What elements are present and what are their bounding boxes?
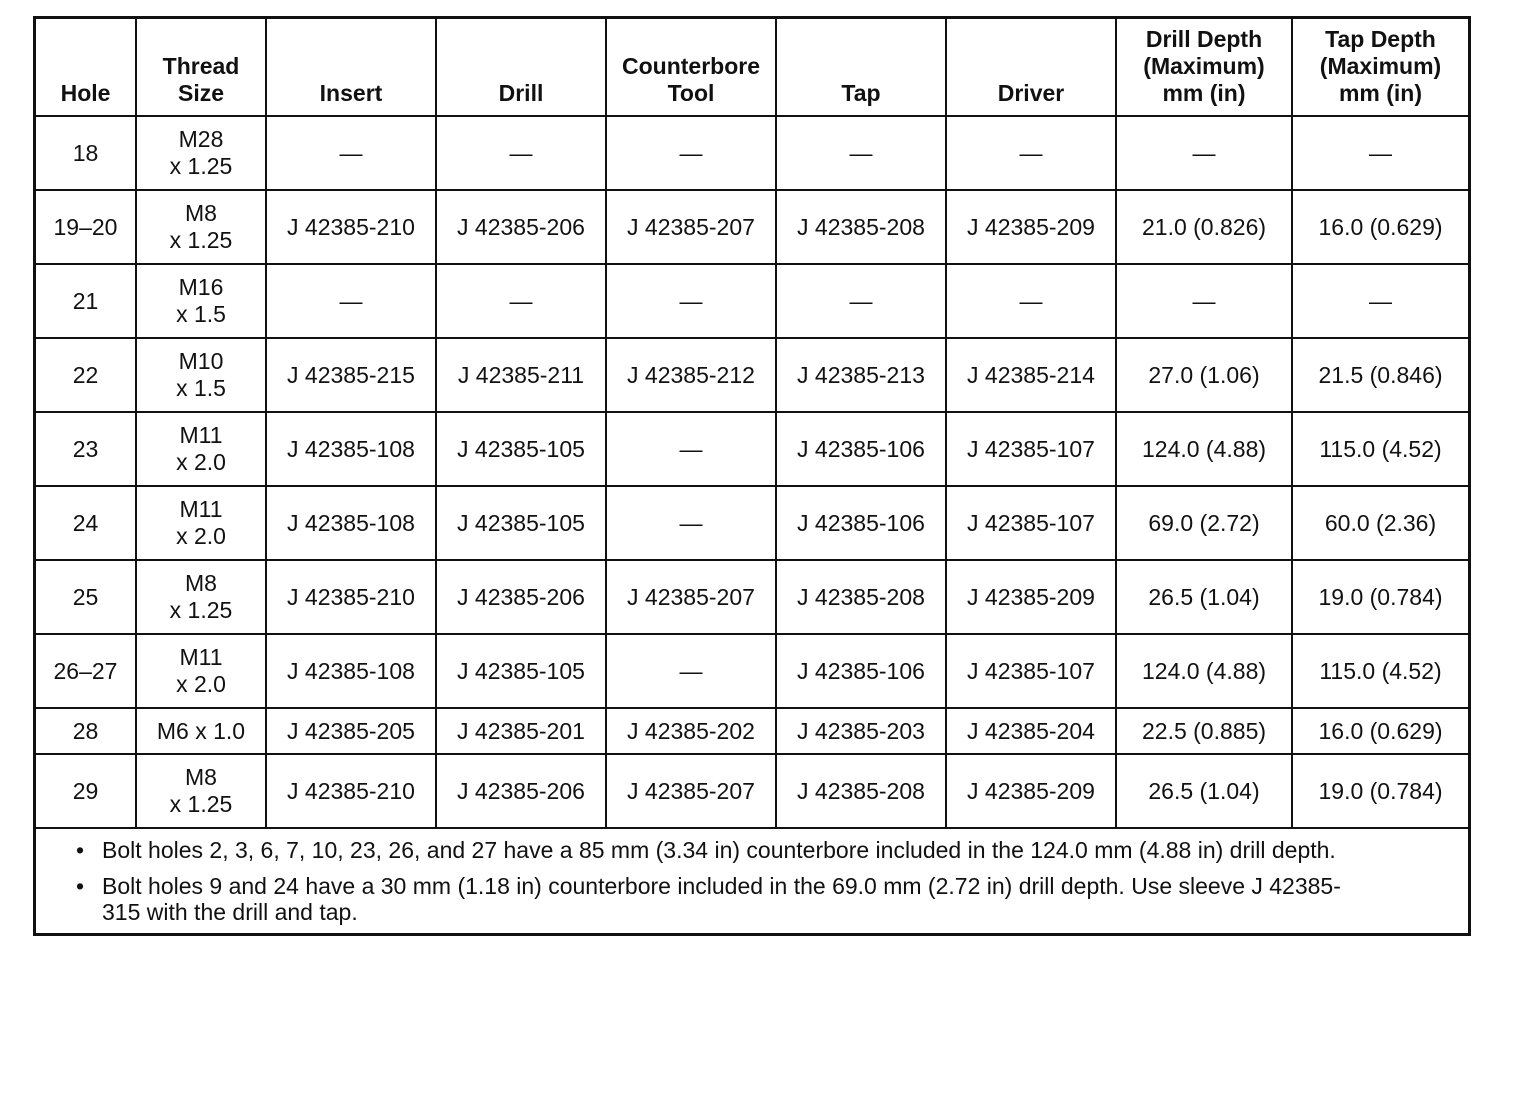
cell-drill: — — [436, 264, 606, 338]
thread-size-line: M8 — [185, 200, 217, 226]
thread-size-line: M10 — [178, 348, 224, 374]
bullet-icon: • — [76, 837, 85, 863]
cell-drill: J 42385-206 — [436, 754, 606, 828]
cell-hole: 29 — [36, 754, 136, 828]
cell-tap: — — [776, 264, 946, 338]
cell-drill: J 42385-206 — [436, 190, 606, 264]
cell-tap: J 42385-203 — [776, 708, 946, 754]
column-header-tap-depth — [1292, 19, 1468, 116]
cell-thread — [136, 338, 266, 412]
header-row — [36, 19, 1468, 116]
cell-drill-depth: 26.5 (1.04) — [1116, 560, 1292, 634]
table-row — [36, 190, 1468, 264]
cell-drill: J 42385-105 — [436, 634, 606, 708]
cell-insert: J 42385-205 — [266, 708, 436, 754]
cell-thread — [136, 560, 266, 634]
cell-drill-depth: 124.0 (4.88) — [1116, 634, 1292, 708]
cell-driver: J 42385-204 — [946, 708, 1116, 754]
column-header-line: Hole — [60, 80, 111, 106]
thread-size-line: M11 — [179, 644, 223, 670]
cell-counterbore: — — [606, 116, 776, 190]
cell-drill-depth: 21.0 (0.826) — [1116, 190, 1292, 264]
cell-counterbore: J 42385-202 — [606, 708, 776, 754]
cell-tap-depth: 19.0 (0.784) — [1292, 560, 1468, 634]
table-row — [36, 412, 1468, 486]
cell-tap-depth: 19.0 (0.784) — [1292, 754, 1468, 828]
cell-thread — [136, 754, 266, 828]
table-row — [36, 338, 1468, 412]
thread-size-line: M11 — [179, 496, 223, 522]
column-header-drill — [436, 19, 606, 116]
cell-thread — [136, 486, 266, 560]
column-header-counterbore-tool — [606, 19, 776, 116]
cell-thread — [136, 190, 266, 264]
thread-size-line: M6 x 1.0 — [156, 717, 246, 744]
cell-driver: J 42385-107 — [946, 486, 1116, 560]
cell-insert: J 42385-108 — [266, 634, 436, 708]
cell-hole: 18 — [36, 116, 136, 190]
cell-insert: — — [266, 264, 436, 338]
column-header-line: Counterbore — [622, 53, 760, 79]
cell-tap-depth: 21.5 (0.846) — [1292, 338, 1468, 412]
cell-counterbore: — — [606, 412, 776, 486]
cell-tap: J 42385-106 — [776, 634, 946, 708]
cell-tap: — — [776, 116, 946, 190]
column-header-line: Thread — [162, 53, 240, 79]
cell-tap: J 42385-208 — [776, 560, 946, 634]
thread-size-line: x 1.25 — [169, 597, 233, 623]
cell-hole: 28 — [36, 708, 136, 754]
column-header-line: Tool — [667, 80, 715, 106]
cell-drill-depth: 22.5 (0.885) — [1116, 708, 1292, 754]
note-text: Bolt holes 2, 3, 6, 7, 10, 23, 26, and 27 have a 85 mm (3.34 in) counterbore included in the 124.0 mm (4.88 in) drill depth. — [102, 837, 1336, 863]
table-row — [36, 754, 1468, 828]
cell-driver: J 42385-209 — [946, 560, 1116, 634]
cell-insert: J 42385-210 — [266, 754, 436, 828]
column-header-line: Driver — [997, 80, 1065, 106]
column-header-line: (Maximum) — [1143, 53, 1265, 79]
cell-counterbore: — — [606, 264, 776, 338]
thread-size-line: x 1.25 — [169, 791, 233, 817]
cell-tap: J 42385-106 — [776, 412, 946, 486]
cell-hole: 25 — [36, 560, 136, 634]
thread-size-line: x 1.25 — [169, 227, 233, 253]
cell-tap: J 42385-106 — [776, 486, 946, 560]
cell-insert: J 42385-215 — [266, 338, 436, 412]
cell-driver: J 42385-107 — [946, 412, 1116, 486]
cell-tap: J 42385-213 — [776, 338, 946, 412]
cell-tap: J 42385-208 — [776, 190, 946, 264]
thread-size-line: M8 — [185, 570, 217, 596]
cell-driver: J 42385-209 — [946, 190, 1116, 264]
table-row — [36, 560, 1468, 634]
cell-tap-depth: — — [1292, 264, 1468, 338]
cell-drill: — — [436, 116, 606, 190]
column-header-line: Size — [177, 80, 225, 106]
note-item — [76, 837, 1454, 863]
cell-hole: 22 — [36, 338, 136, 412]
column-header-line: mm (in) — [1162, 80, 1246, 106]
cell-drill: J 42385-206 — [436, 560, 606, 634]
cell-driver: — — [946, 116, 1116, 190]
spec-sheet — [33, 16, 1471, 936]
cell-tap-depth: 115.0 (4.52) — [1292, 634, 1468, 708]
cell-hole: 26–27 — [36, 634, 136, 708]
cell-counterbore: J 42385-207 — [606, 560, 776, 634]
column-header-line: mm (in) — [1338, 80, 1423, 106]
column-header-thread-size — [136, 19, 266, 116]
column-header-line: (Maximum) — [1319, 53, 1442, 79]
cell-drill: J 42385-201 — [436, 708, 606, 754]
cell-drill-depth: — — [1116, 264, 1292, 338]
cell-driver: J 42385-107 — [946, 634, 1116, 708]
thread-repair-table — [36, 19, 1468, 829]
cell-drill-depth: 124.0 (4.88) — [1116, 412, 1292, 486]
thread-size-line: x 2.0 — [176, 671, 226, 697]
cell-hole: 19–20 — [36, 190, 136, 264]
cell-thread — [136, 264, 266, 338]
cell-drill: J 42385-211 — [436, 338, 606, 412]
table-row — [36, 634, 1468, 708]
thread-size-line: x 2.0 — [176, 449, 226, 475]
cell-hole: 24 — [36, 486, 136, 560]
column-header-hole — [36, 19, 136, 116]
table-row — [36, 486, 1468, 560]
cell-insert: J 42385-108 — [266, 486, 436, 560]
note-item — [76, 873, 1454, 925]
cell-thread — [136, 634, 266, 708]
column-header-line: Tap Depth — [1325, 26, 1436, 52]
thread-size-line: x 1.25 — [169, 153, 233, 179]
cell-counterbore: J 42385-207 — [606, 190, 776, 264]
cell-counterbore: J 42385-207 — [606, 754, 776, 828]
cell-insert: J 42385-108 — [266, 412, 436, 486]
table-row — [36, 708, 1468, 754]
cell-counterbore: — — [606, 486, 776, 560]
column-header-drill-depth — [1116, 19, 1292, 116]
cell-insert: J 42385-210 — [266, 560, 436, 634]
bullet-icon: • — [76, 873, 85, 899]
thread-size-line: x 2.0 — [176, 523, 226, 549]
column-header-tap — [776, 19, 946, 116]
cell-drill: J 42385-105 — [436, 486, 606, 560]
cell-tap-depth: 16.0 (0.629) — [1292, 708, 1468, 754]
column-header-driver — [946, 19, 1116, 116]
notes-section — [36, 829, 1468, 933]
column-header-line: Drill Depth — [1145, 26, 1263, 52]
column-header-line: Insert — [319, 80, 383, 106]
cell-driver: J 42385-209 — [946, 754, 1116, 828]
thread-size-line: M8 — [185, 764, 217, 790]
cell-tap-depth: 16.0 (0.629) — [1292, 190, 1468, 264]
cell-thread — [136, 412, 266, 486]
cell-tap: J 42385-208 — [776, 754, 946, 828]
cell-insert: J 42385-210 — [266, 190, 436, 264]
cell-tap-depth: 115.0 (4.52) — [1292, 412, 1468, 486]
table-row — [36, 264, 1468, 338]
cell-driver: — — [946, 264, 1116, 338]
cell-insert: — — [266, 116, 436, 190]
cell-drill-depth: 69.0 (2.72) — [1116, 486, 1292, 560]
thread-size-line: x 1.5 — [176, 375, 226, 401]
thread-size-line: M11 — [179, 422, 223, 448]
cell-drill-depth: — — [1116, 116, 1292, 190]
table-row — [36, 116, 1468, 190]
thread-size-line: x 1.5 — [176, 301, 226, 327]
cell-tap-depth: — — [1292, 116, 1468, 190]
thread-size-line: M28 — [178, 126, 224, 152]
cell-drill-depth: 26.5 (1.04) — [1116, 754, 1292, 828]
thread-size-line: M16 — [178, 274, 224, 300]
cell-drill: J 42385-105 — [436, 412, 606, 486]
column-header-insert — [266, 19, 436, 116]
cell-thread — [136, 116, 266, 190]
cell-counterbore: — — [606, 634, 776, 708]
cell-drill-depth: 27.0 (1.06) — [1116, 338, 1292, 412]
note-text: Bolt holes 9 and 24 have a 30 mm (1.18 in) counterbore included in the 69.0 mm (2.72 in) drill depth. Use sleeve J 42385-315 with the drill and tap. — [102, 873, 1341, 925]
table-body — [36, 116, 1468, 828]
cell-thread — [136, 708, 266, 754]
cell-driver: J 42385-214 — [946, 338, 1116, 412]
cell-hole: 21 — [36, 264, 136, 338]
cell-tap-depth: 60.0 (2.36) — [1292, 486, 1468, 560]
column-header-line: Drill — [498, 80, 544, 106]
cell-hole: 23 — [36, 412, 136, 486]
column-header-line: Tap — [841, 80, 881, 106]
cell-counterbore: J 42385-212 — [606, 338, 776, 412]
